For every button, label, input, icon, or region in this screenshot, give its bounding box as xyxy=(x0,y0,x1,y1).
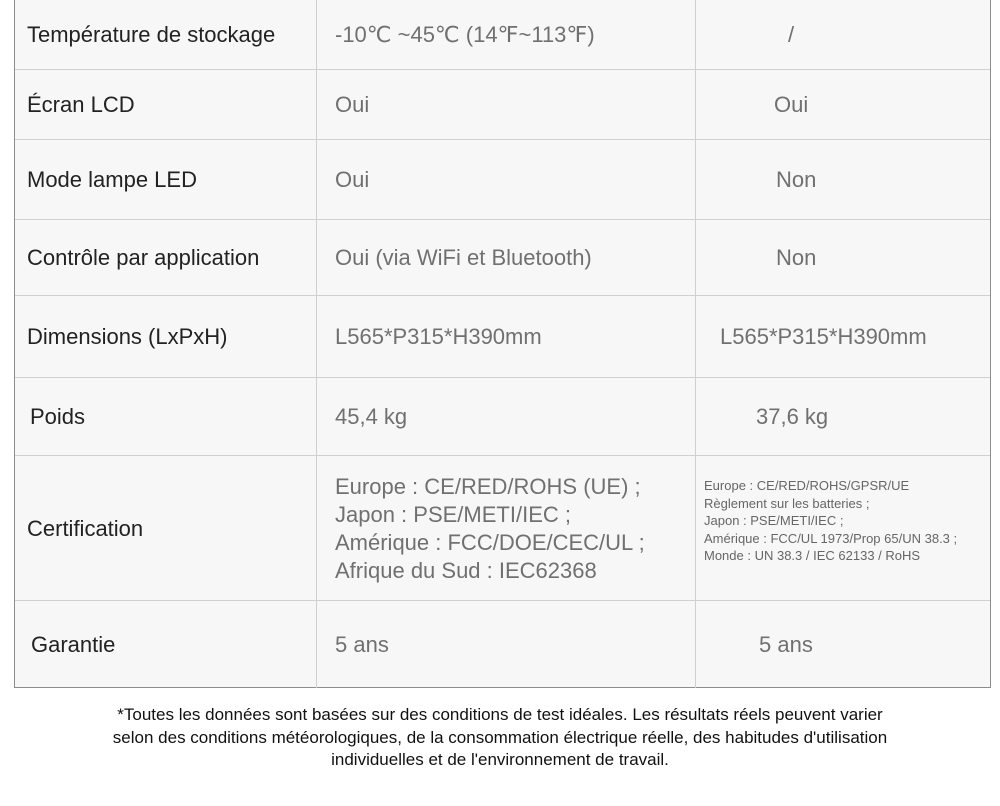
product-b-value: / xyxy=(788,21,795,47)
row-label: Poids xyxy=(15,378,317,456)
certification-list-b xyxy=(704,477,957,565)
footnote-line: selon des conditions météorologiques, de la consommation électrique réelle, des habitudes d'utilisation xyxy=(112,727,888,747)
product-b-value: 37,6 kg xyxy=(756,404,829,429)
product-a-value: 5 ans xyxy=(317,601,696,688)
certification-line: Monde : UN 38.3 / IEC 62133 / RoHS xyxy=(704,548,921,563)
product-a-value: Oui xyxy=(317,140,696,220)
row-label: Écran LCD xyxy=(15,70,317,140)
table-row-lcd-screen xyxy=(15,69,990,140)
certification-line: Europe : CE/RED/ROHS/GPSR/UE xyxy=(704,478,910,493)
footnote-line: individuelles et de l'environnement de travail. xyxy=(331,750,669,769)
row-label: Dimensions (LxPxH) xyxy=(15,296,317,378)
product-a-value: Oui xyxy=(317,70,696,140)
row-label: Certification xyxy=(15,456,317,601)
product-a-value: -10℃ ~45℃ (14℉~113℉) xyxy=(317,0,696,69)
footnote xyxy=(0,704,1000,772)
certification-line: Europe : CE/RED/ROHS (UE) ; xyxy=(335,473,641,499)
product-a-value: L565*P315*H390mm xyxy=(317,296,696,378)
row-label: Mode lampe LED xyxy=(15,140,317,220)
table-row-led-lamp-mode xyxy=(15,139,990,220)
product-b-value: Non xyxy=(776,245,817,270)
table-row-certification xyxy=(15,455,990,601)
certification-line: Règlement sur les batteries ; xyxy=(704,495,870,511)
certification-line: Japon : PSE/METI/IEC ; xyxy=(335,501,571,527)
certification-line: Amérique : FCC/UL 1973/Prop 65/UN 38.3 ; xyxy=(704,530,958,546)
product-a-value: Oui (via WiFi et Bluetooth) xyxy=(317,220,696,296)
product-b-value: L565*P315*H390mm xyxy=(720,324,927,349)
certification-list-a xyxy=(335,473,645,585)
table-row-storage-temperature xyxy=(15,0,990,69)
certification-line: Afrique du Sud : IEC62368 xyxy=(335,557,597,583)
table-row-weight xyxy=(15,377,990,456)
product-b-value: Oui xyxy=(774,92,809,117)
product-a-value: 45,4 kg xyxy=(317,378,696,456)
product-b-value: Non xyxy=(776,167,817,192)
row-label: Température de stockage xyxy=(15,0,317,69)
product-b-value xyxy=(696,456,990,601)
product-a-value xyxy=(317,456,696,601)
product-b-value: 5 ans xyxy=(759,631,813,657)
table-row-app-control xyxy=(15,219,990,296)
spec-comparison-table xyxy=(14,0,991,688)
table-row-warranty xyxy=(15,600,990,688)
certification-line: Japon : PSE/METI/IEC ; xyxy=(704,513,844,528)
certification-line: Amérique : FCC/DOE/CEC/UL ; xyxy=(335,529,645,555)
row-label: Contrôle par application xyxy=(15,220,317,296)
table-row-dimensions xyxy=(15,295,990,378)
footnote-line: *Toutes les données sont basées sur des conditions de test idéales. Les résultats réels peuvent varier xyxy=(117,705,883,724)
row-label: Garantie xyxy=(15,601,317,688)
